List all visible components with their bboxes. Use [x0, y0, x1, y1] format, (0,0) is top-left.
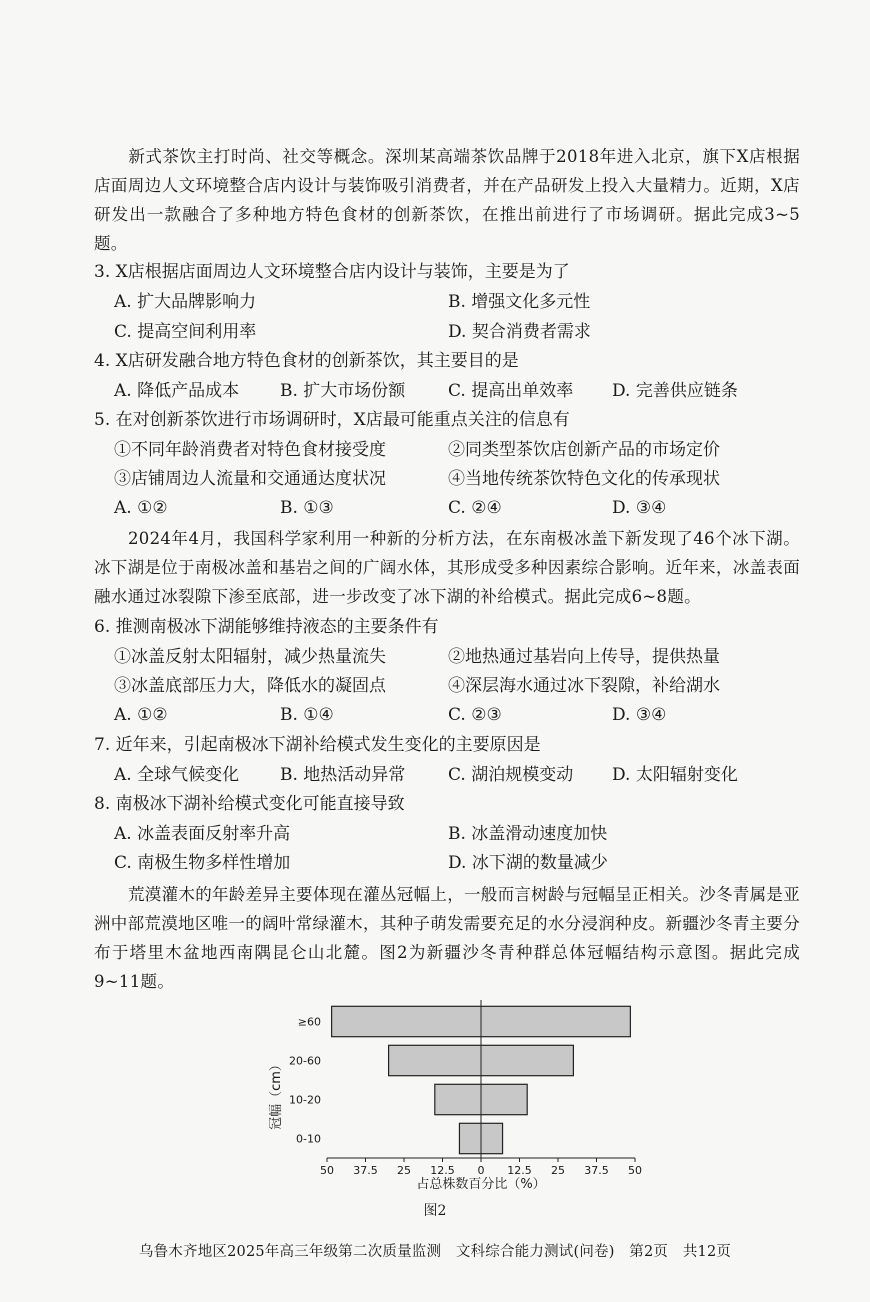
- q4-option-b: B. 扩大市场份额: [280, 381, 406, 401]
- q7-option-b: B. 地热活动异常: [280, 765, 406, 785]
- y-tick-label: 0-10: [296, 1132, 321, 1146]
- passage-text: 新式茶饮主打时尚、社交等概念。深圳某高端茶饮品牌于2018年进入北京，旗下X店根据店面周边人文环境整合店内设计与装饰吸引消费者，并在产品研发上投入大量精力。近期，X店研发出一款融合了多种地方特色食材的创新茶饮，在推出前进行了市场调研。据此完成3~5题。: [94, 147, 800, 253]
- figure-2-chart: [269, 996, 652, 1216]
- page-footer: 乌鲁木齐地区2025年高三年级第二次质量监测 文科综合能力测试(问卷) 第2页 共12页: [138, 1244, 732, 1260]
- x-tick-label: 12.5: [430, 1164, 455, 1177]
- q5-option-a: A. ①②: [114, 498, 168, 518]
- q5-option-b: B. ①③: [280, 498, 334, 518]
- q6-option-c: C. ②③: [448, 705, 502, 725]
- q7-option-c: C. 湖泊规模变动: [448, 765, 574, 785]
- passage-text: 荒漠灌木的年龄差异主要体现在灌丛冠幅上，一般而言树龄与冠幅呈正相关。沙冬青属是亚洲中部荒漠地区唯一的阔叶常绿灌木，其种子萌发需要充足的水分浸润种皮。新疆沙冬青主要分布于塔里木盆地西南隅昆仑山北麓。图2为新疆沙冬青种群总体冠幅结构示意图。据此完成9~11题。: [94, 885, 800, 991]
- x-tick-label: 37.5: [353, 1164, 378, 1177]
- q5-statement-2: ②同类型茶饮店创新产品的市场定价: [448, 440, 720, 460]
- question-6-stem: 6. 推测南极冰下湖能够维持液态的主要条件有: [94, 617, 439, 637]
- q3-option-b: B. 增强文化多元性: [448, 292, 591, 312]
- y-axis-label: 冠幅（cm）: [269, 1058, 284, 1130]
- q8-option-b: B. 冰盖滑动速度加快: [448, 824, 608, 844]
- y-tick-label: 10-20: [289, 1093, 321, 1107]
- q5-statement-3: ③店铺周边人流量和交通通达度状况: [114, 469, 386, 489]
- q6-option-d: D. ③④: [612, 705, 667, 725]
- question-4-stem: 4. X店研发融合地方特色食材的创新茶饮，其主要目的是: [94, 351, 519, 371]
- q6-statement-4: ④深层海水通过冰下裂隙，补给湖水: [448, 676, 720, 696]
- q5-option-d: D. ③④: [612, 498, 667, 518]
- q4-option-c: C. 提高出单效率: [448, 381, 574, 401]
- q4-option-a: A. 降低产品成本: [114, 381, 240, 401]
- passage-tea-drinks: [94, 142, 800, 258]
- q4-option-d: D. 完善供应链条: [612, 381, 738, 401]
- passage-subglacial-lakes: [94, 524, 800, 611]
- question-8-stem: 8. 南极冰下湖补给模式变化可能直接导致: [94, 794, 405, 814]
- question-3-stem: 3. X店根据店面周边人文环境整合店内设计与装饰，主要是为了: [94, 262, 570, 282]
- q5-statement-4: ④当地传统茶饮特色文化的传承现状: [448, 469, 720, 489]
- x-tick-label: 37.5: [584, 1164, 609, 1177]
- q6-statement-1: ①冰盖反射太阳辐射，减少热量流失: [114, 647, 386, 667]
- q8-option-a: A. 冰盖表面反射率升高: [114, 824, 291, 844]
- y-tick-label: 20-60: [289, 1054, 321, 1068]
- q8-option-d: D. 冰下湖的数量减少: [448, 853, 608, 873]
- q8-option-c: C. 南极生物多样性增加: [114, 853, 291, 873]
- q7-option-d: D. 太阳辐射变化: [612, 765, 738, 785]
- x-tick-label: 12.5: [507, 1164, 532, 1177]
- passage-shrubs: [94, 880, 800, 996]
- passage-text: 2024年4月，我国科学家利用一种新的分析方法，在东南极冰盖下新发现了46个冰下湖。冰下湖是位于南极冰盖和基岩之间的广阔水体，其形成受多种因素综合影响。近年来，冰盖表面融水通过冰裂隙下渗至底部，进一步改变了冰下湖的补给模式。据此完成6~8题。: [94, 529, 800, 606]
- q3-option-d: D. 契合消费者需求: [448, 322, 591, 342]
- x-axis-label: 占总株数百分比（%）: [416, 1177, 546, 1192]
- q6-option-a: A. ①②: [114, 705, 168, 725]
- figure-caption: 图2: [423, 1203, 447, 1219]
- q6-statement-3: ③冰盖底部压力大，降低水的凝固点: [114, 676, 386, 696]
- x-tick-label: 25: [397, 1164, 411, 1177]
- q5-statement-1: ①不同年龄消费者对特色食材接受度: [114, 440, 386, 460]
- q5-option-c: C. ②④: [448, 498, 502, 518]
- q6-option-b: B. ①④: [280, 705, 334, 725]
- x-tick-label: 50: [628, 1164, 642, 1177]
- question-7-stem: 7. 近年来，引起南极冰下湖补给模式发生变化的主要原因是: [94, 735, 541, 755]
- question-5-stem: 5. 在对创新茶饮进行市场调研时，X店最可能重点关注的信息有: [94, 410, 570, 430]
- q3-option-a: A. 扩大品牌影响力: [114, 292, 257, 312]
- q7-option-a: A. 全球气候变化: [114, 765, 240, 785]
- x-tick-label: 0: [477, 1164, 485, 1177]
- q6-statement-2: ②地热通过基岩向上传导，提供热量: [448, 647, 720, 667]
- q3-option-c: C. 提高空间利用率: [114, 322, 257, 342]
- x-tick-label: 50: [320, 1164, 334, 1177]
- crown-width-chart: [269, 996, 652, 1206]
- y-tick-label: ≥60: [297, 1015, 321, 1029]
- x-tick-label: 25: [551, 1164, 565, 1177]
